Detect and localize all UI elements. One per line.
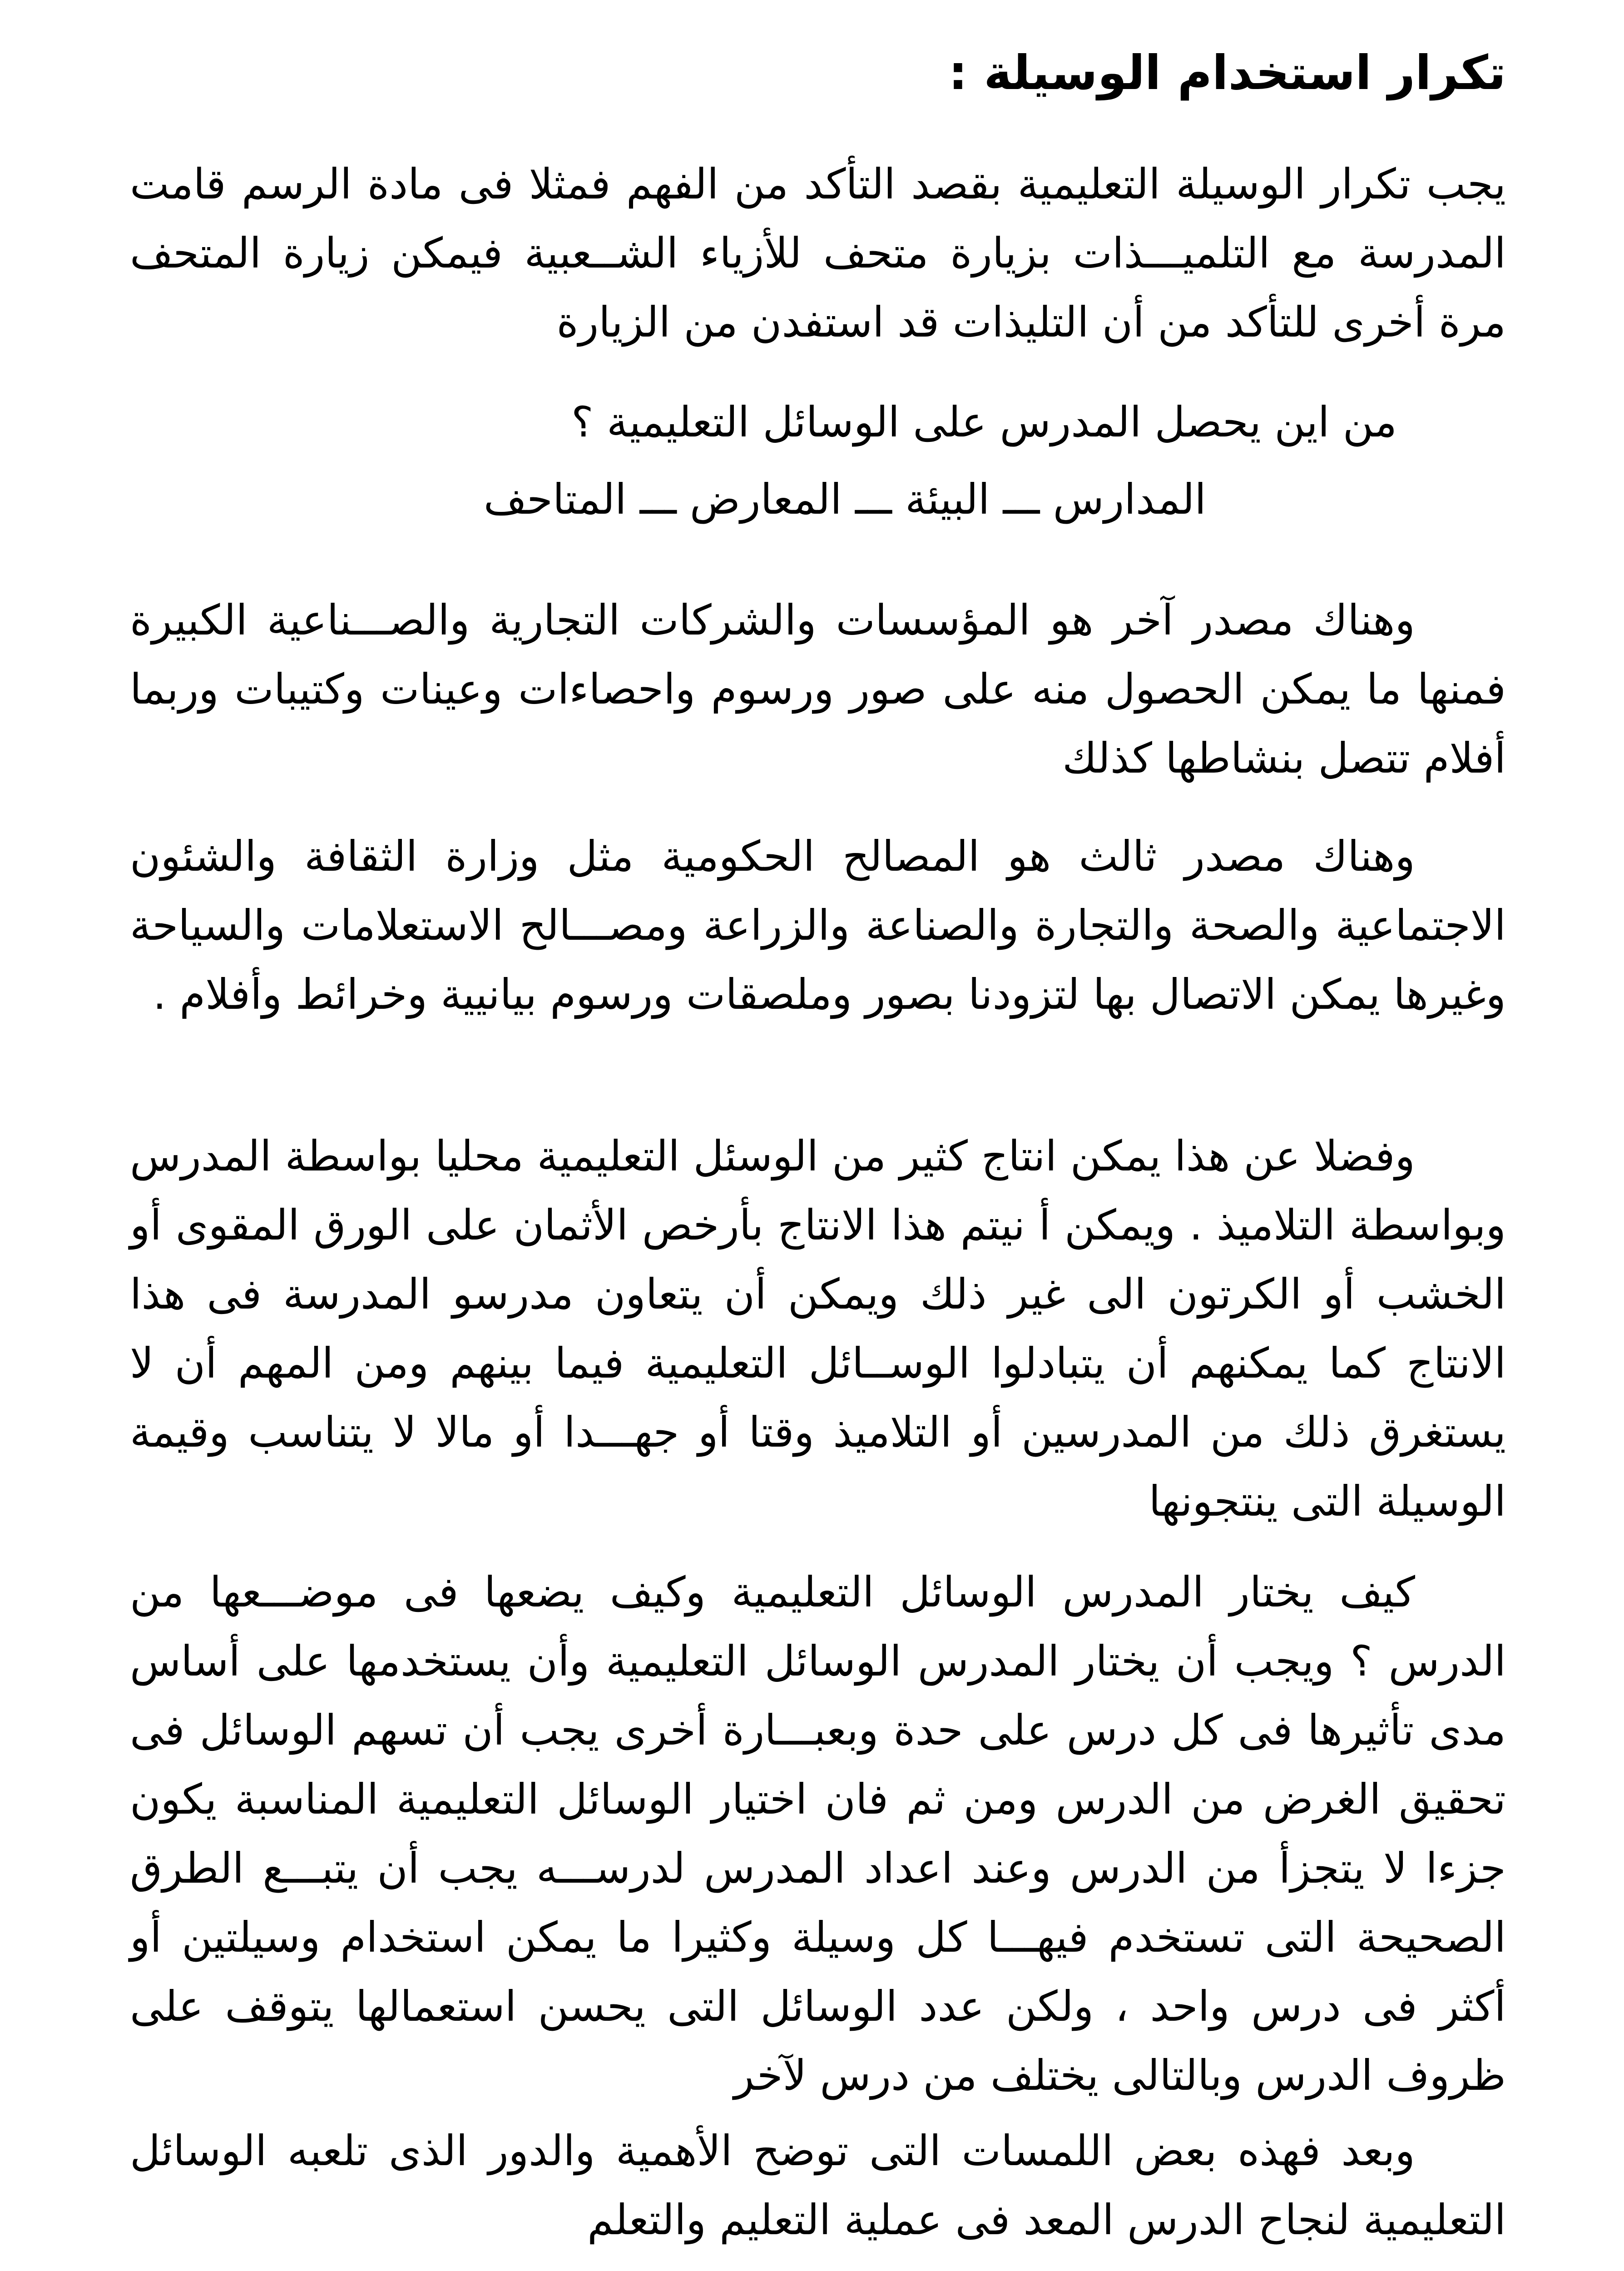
sources-list: المدارس ـــ البيئة ـــ المعارض ـــ المتاحف bbox=[483, 475, 1206, 524]
paragraph-repetition: يجب تكرار الوسيلة التعليمية بقصد التأكد من الفهم فمثلا فى مادة الرسم قامت المدرسة مع التلميـــذات بزيارة متحف للأزياء الشــعبية فيمكن زيارة المتحف مرة أخرى للتأكد من أن التليذات قد استفدن من الزيارة bbox=[130, 160, 1506, 347]
paragraph-conclusion: وبعد فهذه بعض اللمسات التى توضح الأهمية والدور الذى تلعبه الوسائل التعليمية لنجاح الدرس المعد فى عملية التعليم والتعلم bbox=[130, 2127, 1506, 2244]
section-heading: تكرار استخدام الوسيلة : bbox=[948, 45, 1506, 100]
paragraph-selection: كيف يختار المدرس الوسائل التعليمية وكيف يضعها فى موضـــعها من الدرس ؟ ويجب أن يختار المدرس الوسائل التعليمية وأن يستخدمها على أساس مدى تأثيرها فى كل درس على حدة وبعبـــارة أخرى يجب أن تسهم الوسائل فى تحقيق الغرض من الدرس ومن ثم فان اختيار الوسائل التعليمية المناسبة يكون جزءا لا يتجزأ من الدرس وعند اعداد المدرس لدرســـه يجب أن يتبـــع الطرق الصحيحة التى تستخدم فيهـــا كل وسيلة وكثيرا ما يمكن استخدام وسيلتين أو أكثر فى درس واحد ، ولكن عدد الوسائل التى يحسن استعمالها يتوقف على ظروف الدرس وبالتالى يختلف من درس لآخر bbox=[130, 1568, 1506, 2100]
paragraph-government-source: وهناك مصدر ثالث هو المصالح الحكومية مثل وزارة الثقافة والشئون الاجتماعية والصحة والتجارة والصناعة والزراعة ومصـــالح الاستعلامات والسياحة وغيرها يمكن الاتصال بها لتزودنا بصور وملصقات ورسوم بيانيية وخرائط وأفلام . bbox=[130, 832, 1506, 1019]
paragraph-local-production: وفضلا عن هذا يمكن انتاج كثير من الوسئل التعليمية محليا بواسطة المدرس وبواسطة التلاميذ . ويمكن أ نيتم هذا الانتاج بأرخص الأثمان على الورق المقوى أو الخشب أو الكرتون الى غير ذلك ويمكن أن يتعاون مدرسو المدرسة فى هذا الانتاج كما يمكنهم أن يتبادلوا الوســائل التعليمية فيما بينهم ومن المهم أن لا يستغرق ذلك من المدرسين أو التلاميذ وقتا أو جهـــدا أو مالا لا يتناسب وقيمة الوسيلة التى ينتجونها bbox=[130, 1132, 1506, 1526]
paragraph-companies-source: وهناك مصدر آخر هو المؤسسات والشركات التجارية والصـــناعية الكبيرة فمنها ما يمكن الحصول منه على صور ورسوم واحصاءات وعينات وكتيبات وربما أفلام تتصل بنشاطها كذلك bbox=[130, 596, 1506, 783]
question-line: من اين يحصل المدرس على الوسائل التعليمية ؟ bbox=[571, 398, 1397, 446]
